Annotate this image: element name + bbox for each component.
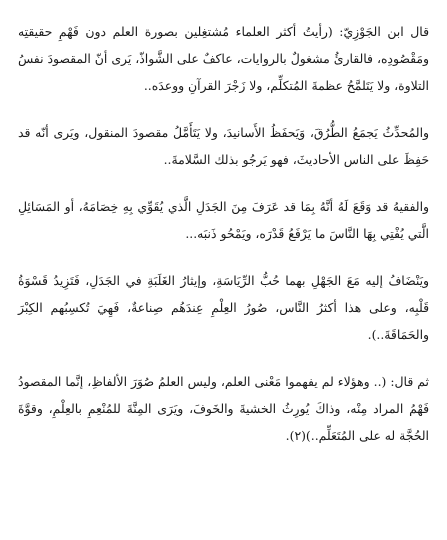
paragraph-5: ثم قال: (.. وهؤلاء لم يفهموا مَعْنى العلم، وليس العلمُ صُوَرَ الألفاظِ، إنَّما المقصودُ فَهْمُ المراد مِنْه، وذاكَ يُورِثُ الخشيةَ والخَوفَ، ويَرَى المِنَّةَ للمُنْعِمِ بالعِلْمِ، وقوَّةَ الحُجَّة له على المُتَعَلِّم..)(٢). — [18, 374, 429, 443]
paragraph-2: والمُحدِّثُ يَجمَعُ الطُّرُقَ، وَيَحفَظُ الأَسانيدَ، ولا يَتَأَمَّلُ مقصودَ المنقول، ويَرى أنّه قد حَفِظَ على الناس الأحاديثَ، فهو يَرجُو بذلك السَّلامةَ.. — [18, 125, 429, 167]
paragraph-1: قال ابن الجَوْزِيّ: (رأيتُ أكثر العلماء مُشتغِلين بصورة العلم دون فَهْمِ حقيقتِه ومَقْصُودِه، فالقارئُ مشغولٌ بالروايات، عاكفٌ على الشَّواذّ، يَرى أنّ المقصودَ نفسُ التلاوة، ولا يَتَلمَّحُ عظمةَ المُتكلِّم، ولا زَجْرَ القرآنِ ووعدَه.. — [18, 24, 429, 93]
paragraph-3: والفقيهُ قد وَقَعَ لَهُ أنَّهُ بِمَا قد عَرَفَ مِنَ الجَدَلِ الَّذي يُقَوِّي بِهِ خِصَامَهُ، أو المَسَائِلِ الَّتي يُفْتِي بِهَا النَّاسَ ما يَرْفَعُ قَدْرَه، ويَمْحُو ذَنبَه... — [18, 199, 429, 241]
paragraph-4: ويَنْضَافُ إليه مَعَ الجَهْلِ بهما حُبُّ الرِّيَاسَةِ، وإيثارُ الغَلَبَةِ في الجَدَلِ، فَتَزِيدُ قَسْوَةُ قَلْبِه، وعلى هذا أكثرُ النَّاس، صُورُ العِلْمِ عِندَهُم صِناعةٌ، فَهِيَ تُكسِبُهم الكِبْرَ والحَمَاقَةَ..). — [18, 273, 429, 342]
